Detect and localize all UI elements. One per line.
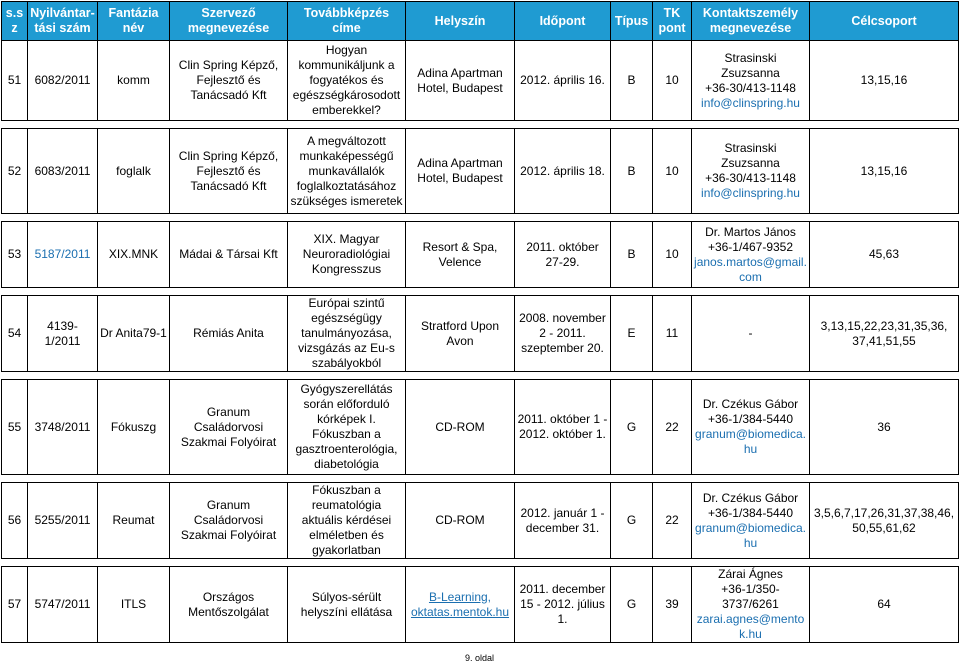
contact-name: Zárai Ágnes [718,567,783,581]
cell-celcsoport: 3,5,6,7,17,26,31,37,38,46, 50,55,61,62 [810,483,959,559]
row-spacer [2,372,959,380]
contact-name: Strasinski Zsuzsanna [721,141,780,170]
cell-fantazia-nev: Fókuszg [98,380,170,475]
spacer-cell [2,559,959,567]
header-celcsoport: Célcsoport [810,2,959,41]
header-row [2,2,959,41]
cell-szervezo: Granum Családorvosi Szakmai Folyóirat [170,380,288,475]
cell-idopont: 2012. április 16. [515,41,611,121]
cell-ssz: 53 [2,222,28,288]
header-kontakt: Kontaktszemély megnevezése [692,2,810,41]
cell-ssz: 57 [2,567,28,643]
cell-helyszin: CD-ROM [406,380,515,475]
cell-helyszin: Resort & Spa, Velence [406,222,515,288]
cell-tipus: B [611,41,653,121]
cell-idopont: 2012. január 1 - december 31. [515,483,611,559]
cell-cim: Európai szintű egészségügy tanulmányozása, vizsgázás az Eu-s szabályokból [288,296,406,372]
cell-ssz: 55 [2,380,28,475]
cell-szervezo: Mádai & Társai Kft [170,222,288,288]
cell-fantazia-nev: XIX.MNK [98,222,170,288]
cell-celcsoport: 13,15,16 [810,41,959,121]
cell-nyilvantartasi-szam: 5747/2011 [28,567,98,643]
cell-helyszin: Adina Apartman Hotel, Budapest [406,41,515,121]
table-row [2,296,959,372]
page-number: 9. oldal [464,653,495,663]
cell-szervezo: Clin Spring Képző, Fejlesztő és Tanácsadó Kft [170,129,288,214]
row-spacer [2,475,959,483]
contact-phone: +36-30/413-1148 [705,80,796,95]
cell-idopont: 2011. október 1 - 2012. október 1. [515,380,611,475]
cell-kontakt [692,129,810,214]
cell-fantazia-nev: komm [98,41,170,121]
spacer-cell [2,214,959,222]
table-body [2,41,959,643]
spacer-cell [2,121,959,129]
cell-celcsoport: 64 [810,567,959,643]
cell-nyilvantartasi-szam: 3748/2011 [28,380,98,475]
training-table [1,1,959,643]
cell-kontakt [692,380,810,475]
header-fantazia-nev: Fantázia név [98,2,170,41]
cell-fantazia-nev: foglalk [98,129,170,214]
cell-idopont: 2008. november 2 - 2011. szeptember 20. [515,296,611,372]
cell-kontakt [692,567,810,643]
cell-nyilvantartasi-szam: 6083/2011 [28,129,98,214]
row-spacer [2,214,959,222]
contact-phone: +36-1/350-3737/6261 [721,582,780,611]
cell-tipus: G [611,483,653,559]
cell-tk-pont: 22 [653,380,692,475]
contact-email-link[interactable]: info@clinspring.hu [701,186,800,200]
cell-tk-pont: 10 [653,41,692,121]
cell-tipus: G [611,380,653,475]
cell-szervezo: Granum Családorvosi Szakmai Folyóirat [170,483,288,559]
cell-idopont: 2011. december 15 - 2012. július 1. [515,567,611,643]
contact-phone: +36-1/467-9352 [707,239,794,254]
contact-email-link[interactable]: granum@biomedica.hu [695,427,806,456]
cell-szervezo: Clin Spring Képző, Fejlesztő és Tanácsadó Kft [170,41,288,121]
cell-tipus: B [611,129,653,214]
cell-nyilvantartasi-szam: 5187/2011 [28,222,98,288]
table-row [2,129,959,214]
cell-cim: Fókuszban a reumatológia aktuális kérdései elméletben és gyakorlatban [288,483,406,559]
cell-tk-pont: 22 [653,483,692,559]
cell-kontakt [692,222,810,288]
contact-phone: +36-1/384-5440 [707,505,794,520]
cell-cim: Súlyos-sérült helyszíni ellátása [288,567,406,643]
row-spacer [2,121,959,129]
cell-helyszin: CD-ROM [406,483,515,559]
cell-idopont: 2011. október 27-29. [515,222,611,288]
cell-szervezo: Rémiás Anita [170,296,288,372]
cell-tk-pont: 39 [653,567,692,643]
table-row [2,41,959,121]
spacer-cell [2,288,959,296]
table-row [2,222,959,288]
row-spacer [2,559,959,567]
table-row [2,380,959,475]
cell-tk-pont: 10 [653,222,692,288]
header-tipus: Típus [611,2,653,41]
cell-ssz: 51 [2,41,28,121]
cell-celcsoport: 36 [810,380,959,475]
header-helyszin: Helyszín [406,2,515,41]
cell-tipus: B [611,222,653,288]
row-spacer [2,288,959,296]
cell-tk-pont: 10 [653,129,692,214]
cell-celcsoport: 3,13,15,22,23,31,35,36, 37,41,51,55 [810,296,959,372]
cell-fantazia-nev: Reumat [98,483,170,559]
cell-tk-pont: 11 [653,296,692,372]
contact-name: Strasinski Zsuzsanna [721,50,780,80]
cell-ssz: 52 [2,129,28,214]
contact-email-link[interactable]: janos.martos@gmail.com [694,254,807,284]
cell-cim: A megváltozott munkaképességű munkavállalók foglalkoztatásához szükséges ismeretek [288,129,406,214]
cell-kontakt [692,41,810,121]
table-row [2,567,959,643]
cell-ssz: 54 [2,296,28,372]
cell-cim: XIX. Magyar Neuroradiológiai Kongresszus [288,222,406,288]
header-tk-pont: TK pont [653,2,692,41]
cell-szervezo: Országos Mentőszolgálat [170,567,288,643]
cell-helyszin: B-Learning, oktatas.mentok.hu [406,567,515,643]
contact-name: - [748,326,753,340]
cell-tipus: G [611,567,653,643]
cell-fantazia-nev: ITLS [98,567,170,643]
cell-fantazia-nev: Dr Anita79-1 [98,296,170,372]
cell-nyilvantartasi-szam: 4139-1/2011 [28,296,98,372]
cell-celcsoport: 45,63 [810,222,959,288]
cell-cim: Gyógyszerellátás során előforduló kórképek I. Fókuszban a gasztroenterológia, diabetológia [288,380,406,475]
cell-idopont: 2012. április 18. [515,129,611,214]
header-idopont: Időpont [515,2,611,41]
cell-kontakt [692,296,810,372]
contact-email-link[interactable]: zarai.agnes@mentok.hu [696,612,805,641]
header-ssz: s.s z [2,2,28,41]
contact-email-link[interactable]: info@clinspring.hu [701,95,800,110]
cell-nyilvantartasi-szam: 5255/2011 [28,483,98,559]
table-row [2,483,959,559]
cell-helyszin: Adina Apartman Hotel, Budapest [406,129,515,214]
contact-phone: +36-1/384-5440 [707,412,794,426]
spacer-cell [2,475,959,483]
contact-name: Dr. Martos János [705,224,796,239]
cell-ssz: 56 [2,483,28,559]
header-nyilvantartasi-szam: Nyilvántar-tási szám [28,2,98,41]
spacer-cell [2,372,959,380]
header-szervezo: Szervező megnevezése [170,2,288,41]
cell-helyszin: Stratford Upon Avon [406,296,515,372]
cell-nyilvantartasi-szam: 6082/2011 [28,41,98,121]
contact-name: Dr. Czékus Gábor [702,490,799,505]
cell-cim: Hogyan kommunikáljunk a fogyatékos és egészségkárosodott emberekkel? [288,41,406,121]
cell-tipus: E [611,296,653,372]
contact-phone: +36-30/413-1148 [705,171,796,185]
contact-email-link[interactable]: granum@biomedica.hu [695,520,806,550]
cell-kontakt [692,483,810,559]
contact-name: Dr. Czékus Gábor [702,397,799,411]
header-cim: Továbbképzés címe [288,2,406,41]
cell-celcsoport: 13,15,16 [810,129,959,214]
